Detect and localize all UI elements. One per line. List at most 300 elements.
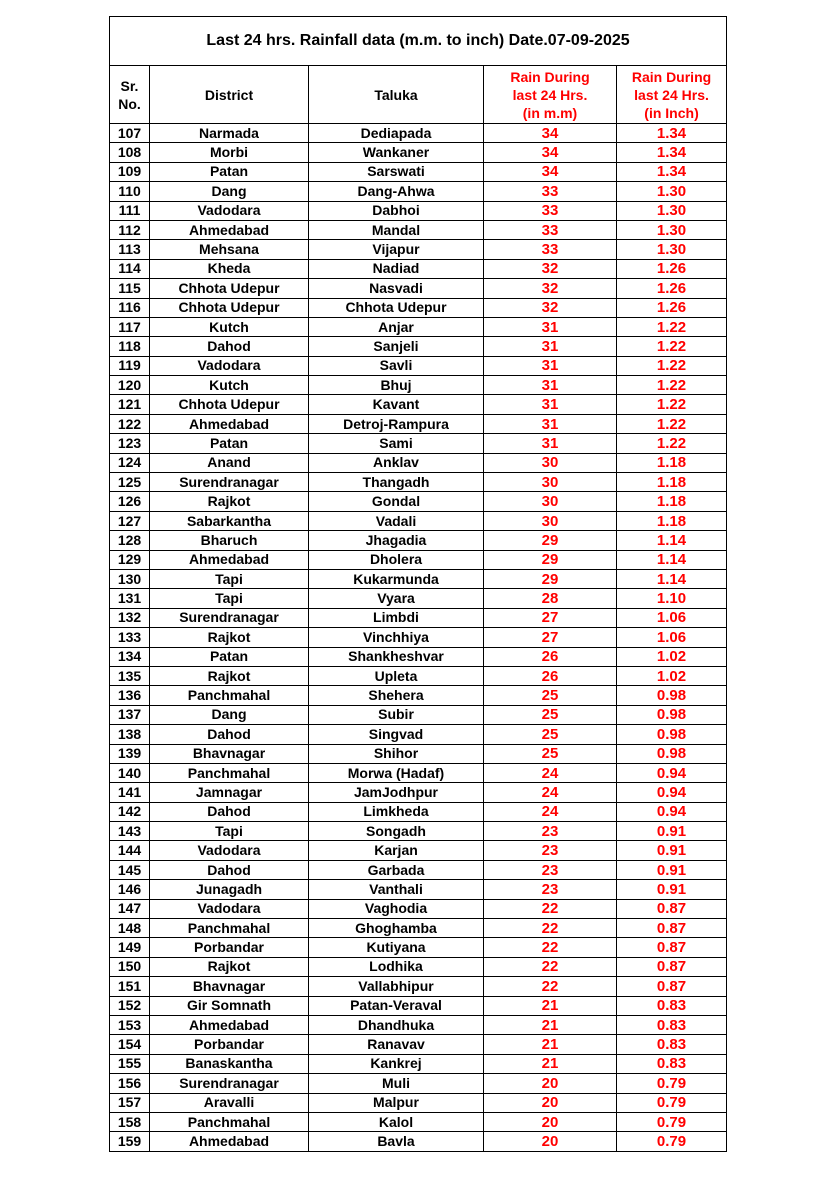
table-row [110, 1112, 727, 1131]
rain-inch-cell: 1.22 [617, 395, 727, 414]
table-row [110, 279, 727, 298]
header-inch-line2: last 24 Hrs. [634, 86, 709, 103]
rain-inch-cell: 0.87 [617, 957, 727, 976]
sr-no-cell: 157 [110, 1093, 150, 1112]
rain-mm-cell: 20 [484, 1074, 617, 1093]
sr-no-cell: 114 [110, 259, 150, 278]
sr-no-cell: 113 [110, 240, 150, 259]
table-row [110, 725, 727, 744]
rain-inch-cell: 0.91 [617, 841, 727, 860]
table-row [110, 589, 727, 608]
rain-inch-cell: 1.18 [617, 473, 727, 492]
sr-no-cell: 158 [110, 1112, 150, 1131]
district-cell: Ahmedabad [150, 414, 309, 433]
header-taluka: Taluka [309, 66, 484, 124]
taluka-cell: Kankrej [309, 1054, 484, 1073]
table-row [110, 686, 727, 705]
district-cell: Patan [150, 434, 309, 453]
taluka-cell: Dholera [309, 550, 484, 569]
sr-no-cell: 133 [110, 628, 150, 647]
rain-inch-cell: 0.87 [617, 938, 727, 957]
sr-no-cell: 134 [110, 647, 150, 666]
taluka-cell: Vaghodia [309, 899, 484, 918]
district-cell: Kheda [150, 259, 309, 278]
taluka-cell: Dabhoi [309, 201, 484, 220]
sr-no-cell: 149 [110, 938, 150, 957]
rain-mm-cell: 31 [484, 414, 617, 433]
table-row [110, 473, 727, 492]
rain-mm-cell: 30 [484, 511, 617, 530]
sr-no-cell: 139 [110, 744, 150, 763]
rain-inch-cell: 1.30 [617, 182, 727, 201]
district-cell: Ahmedabad [150, 220, 309, 239]
sr-no-cell: 118 [110, 337, 150, 356]
table-row [110, 220, 727, 239]
taluka-cell: Sami [309, 434, 484, 453]
sr-no-cell: 123 [110, 434, 150, 453]
rain-inch-cell: 0.83 [617, 1035, 727, 1054]
rain-inch-cell: 0.87 [617, 899, 727, 918]
table-row [110, 880, 727, 899]
taluka-cell: Bavla [309, 1132, 484, 1151]
sr-no-cell: 108 [110, 143, 150, 162]
district-cell: Dang [150, 705, 309, 724]
rain-mm-cell: 24 [484, 802, 617, 821]
rain-mm-cell: 31 [484, 337, 617, 356]
header-sr-no [110, 66, 150, 124]
sr-no-cell: 126 [110, 492, 150, 511]
rain-inch-cell: 1.14 [617, 569, 727, 588]
rain-mm-cell: 31 [484, 395, 617, 414]
rain-inch-cell: 1.26 [617, 298, 727, 317]
rain-inch-cell: 1.34 [617, 143, 727, 162]
sr-no-cell: 117 [110, 317, 150, 336]
table-row [110, 1132, 727, 1151]
table-row [110, 783, 727, 802]
district-cell: Surendranagar [150, 1074, 309, 1093]
rain-mm-cell: 31 [484, 434, 617, 453]
table-row [110, 628, 727, 647]
table-row [110, 182, 727, 201]
rain-inch-cell: 1.22 [617, 376, 727, 395]
table-row [110, 511, 727, 530]
district-cell: Rajkot [150, 492, 309, 511]
sr-no-cell: 111 [110, 201, 150, 220]
taluka-cell: Kukarmunda [309, 569, 484, 588]
taluka-cell: Karjan [309, 841, 484, 860]
sr-no-cell: 116 [110, 298, 150, 317]
rain-mm-cell: 26 [484, 647, 617, 666]
taluka-cell: Shankheshvar [309, 647, 484, 666]
rain-inch-cell: 1.18 [617, 453, 727, 472]
rain-mm-cell: 33 [484, 220, 617, 239]
district-cell: Tapi [150, 822, 309, 841]
rain-mm-cell: 30 [484, 492, 617, 511]
table-row [110, 162, 727, 181]
table-row [110, 240, 727, 259]
district-cell: Vadodara [150, 899, 309, 918]
table-row [110, 531, 727, 550]
taluka-cell: Wankaner [309, 143, 484, 162]
rain-mm-cell: 32 [484, 279, 617, 298]
taluka-cell: Bhuj [309, 376, 484, 395]
rain-mm-cell: 22 [484, 977, 617, 996]
district-cell: Jamnagar [150, 783, 309, 802]
district-cell: Bhavnagar [150, 977, 309, 996]
district-cell: Dahod [150, 802, 309, 821]
sr-no-cell: 131 [110, 589, 150, 608]
rain-mm-cell: 22 [484, 899, 617, 918]
district-cell: Morbi [150, 143, 309, 162]
rain-mm-cell: 29 [484, 550, 617, 569]
rain-inch-cell: 0.79 [617, 1132, 727, 1151]
table-row [110, 666, 727, 685]
rain-mm-cell: 23 [484, 822, 617, 841]
district-cell: Patan [150, 162, 309, 181]
sr-no-cell: 107 [110, 124, 150, 143]
table-row [110, 919, 727, 938]
header-rain-inch [617, 66, 727, 124]
rain-mm-cell: 22 [484, 919, 617, 938]
rain-inch-cell: 0.98 [617, 705, 727, 724]
district-cell: Ahmedabad [150, 550, 309, 569]
sr-no-cell: 109 [110, 162, 150, 181]
district-cell: Aravalli [150, 1093, 309, 1112]
sr-no-cell: 143 [110, 822, 150, 841]
rain-inch-cell: 0.87 [617, 919, 727, 938]
table-row [110, 434, 727, 453]
taluka-cell: Jhagadia [309, 531, 484, 550]
sr-no-cell: 156 [110, 1074, 150, 1093]
table-row [110, 1074, 727, 1093]
rain-mm-cell: 34 [484, 162, 617, 181]
taluka-cell: Vinchhiya [309, 628, 484, 647]
district-cell: Vadodara [150, 201, 309, 220]
district-cell: Bharuch [150, 531, 309, 550]
taluka-cell: Lodhika [309, 957, 484, 976]
district-cell: Panchmahal [150, 686, 309, 705]
district-cell: Kutch [150, 317, 309, 336]
sr-no-cell: 152 [110, 996, 150, 1015]
rain-mm-cell: 31 [484, 356, 617, 375]
district-cell: Panchmahal [150, 1112, 309, 1131]
district-cell: Porbandar [150, 1035, 309, 1054]
taluka-cell: Vadali [309, 511, 484, 530]
header-inch-line1: Rain During [631, 68, 712, 85]
rain-mm-cell: 22 [484, 938, 617, 957]
rain-inch-cell: 0.87 [617, 977, 727, 996]
table-row [110, 1054, 727, 1073]
sr-no-cell: 125 [110, 473, 150, 492]
taluka-cell: Vijapur [309, 240, 484, 259]
district-cell: Dang [150, 182, 309, 201]
table-row [110, 938, 727, 957]
sr-no-cell: 129 [110, 550, 150, 569]
taluka-cell: JamJodhpur [309, 783, 484, 802]
taluka-cell: Ghoghamba [309, 919, 484, 938]
header-row [110, 66, 727, 124]
taluka-cell: Singvad [309, 725, 484, 744]
taluka-cell: Thangadh [309, 473, 484, 492]
table-row [110, 317, 727, 336]
taluka-cell: Vanthali [309, 880, 484, 899]
district-cell: Panchmahal [150, 919, 309, 938]
rainfall-table [109, 16, 727, 1152]
rain-mm-cell: 34 [484, 143, 617, 162]
rain-inch-cell: 0.98 [617, 686, 727, 705]
rain-inch-cell: 1.34 [617, 162, 727, 181]
taluka-cell: Dhandhuka [309, 1015, 484, 1034]
table-row [110, 977, 727, 996]
header-rain-mm [484, 66, 617, 124]
sr-no-cell: 119 [110, 356, 150, 375]
rain-inch-cell: 1.14 [617, 550, 727, 569]
table-row [110, 143, 727, 162]
sr-no-cell: 142 [110, 802, 150, 821]
sr-no-cell: 121 [110, 395, 150, 414]
table-body [110, 124, 727, 1152]
rain-mm-cell: 20 [484, 1093, 617, 1112]
taluka-cell: Chhota Udepur [309, 298, 484, 317]
table-row [110, 1093, 727, 1112]
table-row [110, 124, 727, 143]
rain-mm-cell: 30 [484, 473, 617, 492]
table-row [110, 763, 727, 782]
rain-inch-cell: 1.26 [617, 259, 727, 278]
table-row [110, 1035, 727, 1054]
rain-inch-cell: 1.34 [617, 124, 727, 143]
rain-inch-cell: 1.22 [617, 414, 727, 433]
rain-inch-cell: 1.18 [617, 492, 727, 511]
sr-no-cell: 146 [110, 880, 150, 899]
taluka-cell: Mandal [309, 220, 484, 239]
table-row [110, 337, 727, 356]
rain-mm-cell: 25 [484, 725, 617, 744]
sr-no-cell: 127 [110, 511, 150, 530]
rain-inch-cell: 1.02 [617, 666, 727, 685]
sr-no-cell: 132 [110, 608, 150, 627]
table-row [110, 957, 727, 976]
sr-no-cell: 137 [110, 705, 150, 724]
taluka-cell: Muli [309, 1074, 484, 1093]
sr-no-cell: 148 [110, 919, 150, 938]
taluka-cell: Kalol [309, 1112, 484, 1131]
rain-mm-cell: 29 [484, 569, 617, 588]
district-cell: Sabarkantha [150, 511, 309, 530]
taluka-cell: Shehera [309, 686, 484, 705]
table-row [110, 298, 727, 317]
header-sr-line1: Sr. [120, 77, 139, 94]
district-cell: Tapi [150, 589, 309, 608]
table-row [110, 860, 727, 879]
rain-mm-cell: 24 [484, 783, 617, 802]
rain-mm-cell: 22 [484, 957, 617, 976]
sr-no-cell: 138 [110, 725, 150, 744]
header-mm-line2: last 24 Hrs. [512, 86, 588, 103]
taluka-cell: Limbdi [309, 608, 484, 627]
taluka-cell: Ranavav [309, 1035, 484, 1054]
sr-no-cell: 110 [110, 182, 150, 201]
table-row [110, 647, 727, 666]
rain-mm-cell: 28 [484, 589, 617, 608]
sr-no-cell: 136 [110, 686, 150, 705]
rain-mm-cell: 20 [484, 1132, 617, 1151]
rain-mm-cell: 23 [484, 841, 617, 860]
table-row [110, 550, 727, 569]
taluka-cell: Anjar [309, 317, 484, 336]
rain-inch-cell: 1.30 [617, 240, 727, 259]
sr-no-cell: 115 [110, 279, 150, 298]
sr-no-cell: 120 [110, 376, 150, 395]
rain-inch-cell: 1.26 [617, 279, 727, 298]
rain-mm-cell: 25 [484, 705, 617, 724]
rain-inch-cell: 0.91 [617, 822, 727, 841]
taluka-cell: Anklav [309, 453, 484, 472]
rain-inch-cell: 0.83 [617, 1054, 727, 1073]
rain-mm-cell: 32 [484, 259, 617, 278]
table-row [110, 705, 727, 724]
rain-inch-cell: 0.98 [617, 744, 727, 763]
rain-mm-cell: 21 [484, 1015, 617, 1034]
district-cell: Panchmahal [150, 763, 309, 782]
rain-mm-cell: 30 [484, 453, 617, 472]
sr-no-cell: 135 [110, 666, 150, 685]
sr-no-cell: 147 [110, 899, 150, 918]
district-cell: Gir Somnath [150, 996, 309, 1015]
sr-no-cell: 128 [110, 531, 150, 550]
rain-inch-cell: 0.79 [617, 1112, 727, 1131]
district-cell: Rajkot [150, 957, 309, 976]
rain-inch-cell: 1.14 [617, 531, 727, 550]
district-cell: Narmada [150, 124, 309, 143]
taluka-cell: Detroj-Rampura [309, 414, 484, 433]
rain-mm-cell: 31 [484, 317, 617, 336]
district-cell: Bhavnagar [150, 744, 309, 763]
rain-inch-cell: 0.83 [617, 1015, 727, 1034]
sr-no-cell: 155 [110, 1054, 150, 1073]
rain-mm-cell: 23 [484, 880, 617, 899]
district-cell: Porbandar [150, 938, 309, 957]
district-cell: Surendranagar [150, 608, 309, 627]
district-cell: Anand [150, 453, 309, 472]
table-row [110, 569, 727, 588]
taluka-cell: Dang-Ahwa [309, 182, 484, 201]
rain-mm-cell: 23 [484, 860, 617, 879]
table-row [110, 356, 727, 375]
district-cell: Chhota Udepur [150, 279, 309, 298]
taluka-cell: Shihor [309, 744, 484, 763]
rain-inch-cell: 0.91 [617, 860, 727, 879]
table-row [110, 414, 727, 433]
taluka-cell: Limkheda [309, 802, 484, 821]
header-inch-line3: (in Inch) [644, 104, 699, 121]
taluka-cell: Morwa (Hadaf) [309, 763, 484, 782]
district-cell: Ahmedabad [150, 1132, 309, 1151]
taluka-cell: Kutiyana [309, 938, 484, 957]
rain-mm-cell: 21 [484, 1035, 617, 1054]
district-cell: Junagadh [150, 880, 309, 899]
table-row [110, 492, 727, 511]
taluka-cell: Upleta [309, 666, 484, 685]
table-row [110, 899, 727, 918]
sr-no-cell: 130 [110, 569, 150, 588]
rain-inch-cell: 1.22 [617, 337, 727, 356]
sr-no-cell: 112 [110, 220, 150, 239]
sr-no-cell: 144 [110, 841, 150, 860]
district-cell: Mehsana [150, 240, 309, 259]
rain-inch-cell: 0.79 [617, 1093, 727, 1112]
taluka-cell: Garbada [309, 860, 484, 879]
rainfall-sheet [109, 16, 726, 1152]
rain-inch-cell: 0.79 [617, 1074, 727, 1093]
sr-no-cell: 140 [110, 763, 150, 782]
sr-no-cell: 153 [110, 1015, 150, 1034]
rain-mm-cell: 34 [484, 124, 617, 143]
sr-no-cell: 141 [110, 783, 150, 802]
rain-inch-cell: 1.30 [617, 201, 727, 220]
district-cell: Rajkot [150, 666, 309, 685]
district-cell: Tapi [150, 569, 309, 588]
district-cell: Kutch [150, 376, 309, 395]
rain-mm-cell: 20 [484, 1112, 617, 1131]
sr-no-cell: 154 [110, 1035, 150, 1054]
district-cell: Patan [150, 647, 309, 666]
header-district: District [150, 66, 309, 124]
rain-mm-cell: 33 [484, 182, 617, 201]
table-row [110, 802, 727, 821]
rain-mm-cell: 21 [484, 996, 617, 1015]
rain-mm-cell: 27 [484, 628, 617, 647]
taluka-cell: Songadh [309, 822, 484, 841]
rain-inch-cell: 0.94 [617, 763, 727, 782]
district-cell: Dahod [150, 337, 309, 356]
district-cell: Ahmedabad [150, 1015, 309, 1034]
rain-inch-cell: 0.94 [617, 802, 727, 821]
taluka-cell: Sarswati [309, 162, 484, 181]
table-row [110, 259, 727, 278]
table-row [110, 744, 727, 763]
table-row [110, 822, 727, 841]
rain-inch-cell: 0.83 [617, 996, 727, 1015]
rain-inch-cell: 1.02 [617, 647, 727, 666]
taluka-cell: Kavant [309, 395, 484, 414]
rain-inch-cell: 0.94 [617, 783, 727, 802]
header-mm-line3: (in m.m) [522, 104, 578, 121]
district-cell: Banaskantha [150, 1054, 309, 1073]
rain-inch-cell: 1.22 [617, 356, 727, 375]
sr-no-cell: 124 [110, 453, 150, 472]
table-row [110, 996, 727, 1015]
rain-mm-cell: 32 [484, 298, 617, 317]
taluka-cell: Nasvadi [309, 279, 484, 298]
rain-inch-cell: 1.06 [617, 628, 727, 647]
sr-no-cell: 150 [110, 957, 150, 976]
rain-mm-cell: 24 [484, 763, 617, 782]
taluka-cell: Patan-Veraval [309, 996, 484, 1015]
rain-inch-cell: 1.10 [617, 589, 727, 608]
rain-inch-cell: 1.18 [617, 511, 727, 530]
table-row [110, 841, 727, 860]
district-cell: Vadodara [150, 841, 309, 860]
table-row [110, 201, 727, 220]
sr-no-cell: 159 [110, 1132, 150, 1151]
taluka-cell: Savli [309, 356, 484, 375]
taluka-cell: Vyara [309, 589, 484, 608]
rain-mm-cell: 29 [484, 531, 617, 550]
sr-no-cell: 145 [110, 860, 150, 879]
taluka-cell: Vallabhipur [309, 977, 484, 996]
table-row [110, 395, 727, 414]
